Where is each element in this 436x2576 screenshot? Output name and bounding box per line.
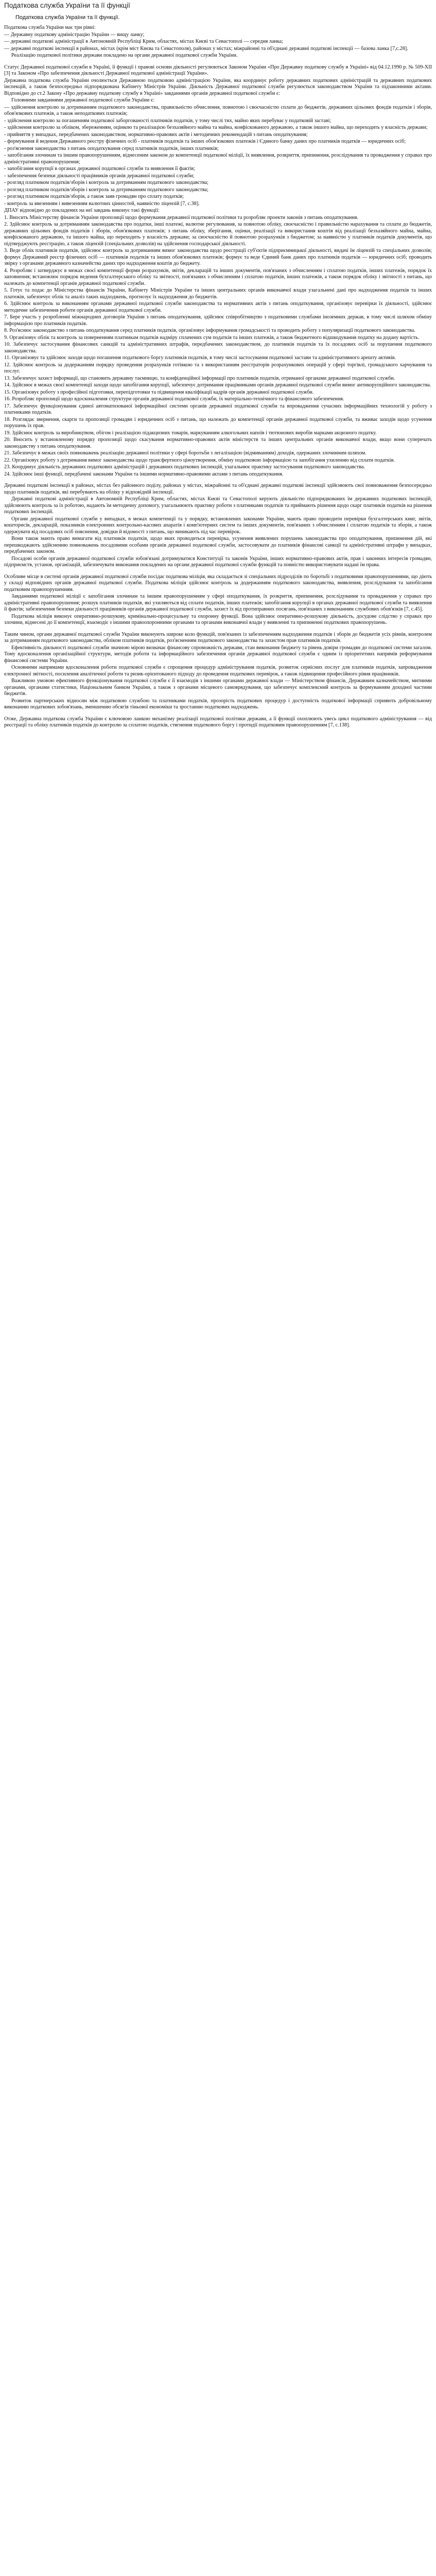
paragraph: 3. Веде облік платників податків, здійснює контроль за дотриманням вимог законодавства щодо реєстрації суб'єктів підприємницької діяльності, видачі їм ліцензій та спеціальних дозволів; формує Державний реєстр фізичних осіб — платників податків та інших обов'язкових платежів; формує та веде Єдиний банк даних про платників податків — юридичних осіб; проводить звірку з органами державного казначейства даних про надходження коштів до бюджету. bbox=[4, 248, 432, 266]
document bbox=[0, 0, 436, 729]
paragraph: Основними напрямами вдосконалення роботи податкової служби є спрощення процедур адміністрування податків, розвиток сервісних послуг для платників податків, запровадження електронної звітності, посилення аналітичної роботи та ризик-орієнтованого підходу до проведення податкових перевірок, а також підвищення професійного рівня працівників. bbox=[4, 665, 432, 677]
paragraph: - прийняття у випадках, передбачених законодавством, нормативно-правових актів і методичних рекомендацій з питань оподаткування; bbox=[4, 131, 308, 138]
paragraph: 13. Забезпечує захист інформації, що становить державну таємницю, та конфіденційної інформації про платників податків, отриманої органами державної податкової служби. bbox=[4, 375, 395, 381]
paragraph: Державні податкові інспекції в районах, містах без районного поділу, районах у містах, міжрайонні та об'єднані державні податкові інспекції здійснюють свої повноваження безпосередньо щодо платників податків, які перебувають на обліку у відповідній інспекції. bbox=[4, 483, 432, 495]
paragraph: 11. Організовує та здійснює заходи щодо погашення податкового боргу платників податків, в тому числі застосування податкової застави та адміністративного арешту активів. bbox=[4, 355, 396, 361]
paragraph: 7. Бере участь у розробленні міжнародних договорів України з питань оподаткування, здійснює співробітництво з податковими службами іноземних держав, в тому числі шляхом обміну інформацією про платників податків. bbox=[4, 314, 432, 327]
paragraph: Державні податкові адміністрації в Автономній Республіці Крим, областях, містах Києві та Севастополі керують діяльністю підпорядкованих їм державних податкових інспекцій, здійснюють контроль за їх роботою, надають їм методичну допомогу, узагальнюють практику роботи з платниками податків та приймають рішення щодо скарг платників податків на рішення податкових інспекцій. bbox=[4, 496, 432, 515]
paragraph: — державні податкові інспекції в районах, містах (крім міст Києва та Севастополя), районах у містах; міжрайонні та об'єднані державні податкові інспекції — базова ланка [7,с.28]. bbox=[4, 45, 408, 52]
paragraph: 19. Здійснює контроль за виробництвом, обігом і реалізацією підакцизних товарів, маркуванням алкогольних напоїв і тютюнових виробів марками акцизного податку. bbox=[4, 430, 377, 436]
paragraph: 14. Здійснює в межах своєї компетенції заходи щодо запобігання корупції, забезпечує дотримання працівниками органів державної податкової служби вимог антикорупційного законодавства. bbox=[4, 382, 431, 388]
paragraph: - запобігання злочинам та іншим правопорушенням, віднесеним законом до компетенції податкової міліції, їх виявлення, розкриття, припинення, розслідування та провадження у справах про адміністративні правопорушення; bbox=[4, 152, 432, 165]
paragraph: 21. Забезпечує в межах своїх повноважень реалізацію державної політики у сфері боротьби з легалізацією (відмиванням) доходів, одержаних злочинним шляхом. bbox=[4, 450, 367, 456]
paragraph: Вони також мають право вимагати від платників податків, щодо яких проводиться перевірка, усунення виявлених порушень законодавства про оподаткування, припинення дій, які перешкоджають здійсненню повноважень посадовими особами органів державної податкової служби, застосовувати до платників фінансові санкції та адміністративні штрафи у випадках, передбачених законом. bbox=[4, 536, 432, 554]
paragraph: Податкова служба України має три рівні: bbox=[4, 25, 96, 30]
paragraph: 12. Здійснює контроль за додержанням порядку проведення розрахунків готівкою та з використанням реєстраторів розрахункових операцій у сфері торгівлі, громадського харчування та послуг. bbox=[4, 362, 432, 374]
paragraph: Важливою умовою ефективного функціонування податкової служби є її взаємодія з іншими органами державної влади — Міністерством фінансів, Державним казначейством, митними органами, органами статистики, Національним банком України, а також з органами місцевого самоврядування, що забезпечує комплексний контроль за формуванням доходної частини бюджетів. bbox=[4, 678, 432, 697]
paragraph: 20. Вносить у встановленому порядку пропозиції щодо скасування нормативно-правових актів міністерств та інших центральних органів виконавчої влади, якщо вони суперечать законодавству з питань оподаткування. bbox=[4, 437, 432, 449]
paragraph: Органи державної податкової служби у випадках, в межах компетенції та у порядку, встановлених законами України, мають право проводити перевірки бухгалтерських книг, звітів, кошторисів, декларацій, показників електронних контрольно-касових апаратів і комп'ютерних систем та інших документів, пов'язаних з обчисленням і сплатою податків та зборів, а також одержувати від посадових осіб пояснення, довідки й відомості з питань, що виникають під час перевірок. bbox=[4, 516, 432, 535]
paragraph: 1. Вносить Міністерству фінансів України пропозиції щодо формування державної податкової політики та розробляє проекти законів з питань оподаткування. bbox=[4, 214, 359, 221]
paragraph: - здійснення контролю за погашенням податкової заборгованості платників податків, у тому числі тих, майно яких перебуває у податковій заставі; bbox=[4, 117, 332, 124]
paragraph: Особливе місце в системі органів державної податкової служби посідає податкова міліція, яка складається зі спеціальних підрозділів по боротьбі з податковими правопорушеннями, що діють у складі відповідних органів державної податкової служби. Податкова міліція здійснює контроль за додержанням податкового законодавства, виявлення, розслідування та запобігання податковим правопорушенням. bbox=[4, 573, 432, 592]
paragraph: 5. Готує та подає до Міністерства фінансів України, Кабінету Міністрів України та інших центральних органів виконавчої влади узагальнені дані про надходження податків та інших платежів, забезпечує облік та аналіз таких надходжень, прогнозує їх надходження до бюджетів. bbox=[4, 287, 432, 300]
paragraph: - забезпечення безпеки діяльності працівників органів державної податкової служби; bbox=[4, 173, 195, 179]
paragraph: 22. Організовує роботу з дотримання вимог законодавства щодо трансфертного ціноутворення, обміну податковою інформацією та запобігання ухиленню від сплати податків. bbox=[4, 457, 395, 463]
paragraph: 15. Організовує роботу з професійної підготовки, перепідготовки та підвищення кваліфікації кадрів органів державної податкової служби. bbox=[4, 389, 314, 395]
paragraph: 24. Здійснює інші функції, передбачені законами України та іншими нормативно-правовими актами з питань оподаткування. bbox=[4, 471, 284, 477]
section-subtitle: Податкова служба України та її функції. bbox=[15, 14, 120, 21]
paragraph: Завданнями податкової міліції є запобігання злочинам та іншим правопорушенням у сфері оподаткування, їх розкриття, припинення, розслідування та провадження у справах про адміністративні правопорушення; розшук платників податків, які ухиляються від сплати податків, інших платежів; запобігання корупції в органах державної податкової служби та виявлення її фактів; забезпечення безпеки діяльності працівників органів державної податкової служби, захист їх від протиправних посягань, пов'язаних з виконанням службових обов'язків [7, с.45]. bbox=[4, 594, 432, 612]
paragraph: - розгляд платником податків/зборів і контроль за дотриманням податкового законодавства; bbox=[4, 187, 208, 193]
paragraph: Головними завданнями державної податкової служби України є: bbox=[11, 97, 155, 103]
paragraph: - роз'яснення законодавства з питань оподаткування серед платників податків, інших платників; bbox=[4, 145, 219, 151]
paragraph: 4. Розробляє і затверджує в межах своєї компетенції форми розрахунків, звітів, декларацій та інших документів, пов'язаних з обчисленням і сплатою податків, інших платежів, порядок їх заповнення; встановлює порядок ведення бухгалтерського обліку та звітності, пов'язаних з обчисленням і сплатою податків, інших платежів, а також порядок обліку і звітності з питань, що належать до компетенції органів державної податкової служби. bbox=[4, 267, 432, 286]
paragraph: 6. Здійснює контроль за виконанням органами державної податкової служби законодавства та нормативних актів з питань оподаткування, організовує перевірки їх діяльності, здійснює методичне забезпечення роботи органів державної податкової служби. bbox=[4, 301, 432, 313]
paragraph: — державні податкові адміністрації в Автономній Республіці Крим, областях, містах Києві та Севастополі — середня ланка; bbox=[4, 39, 284, 44]
paragraph: — здійснення контролю за дотриманням податкового законодавства, правильністю обчислення, повнотою і своєчасністю сплати до бюджетів, державних цільових фондів податків і зборів, обов'язкових платежів, а також неподаткових платежів; bbox=[4, 104, 432, 116]
paragraph: Статус Державної податкової служби в Україні, її функції і правові основи діяльності регулюються Законом України «Про Державну податкову службу в Україні» від 04.12.1990 р. № 509-ХІІ [3] та Законом «Про забезпечення діяльності Державної податкової адміністрації України». bbox=[4, 64, 432, 76]
paragraph: Державна податкова служба України очолюється Державною податковою адміністрацією України, яка координує роботу державних податкових адміністрацій та державних податкових інспекцій, а також безпосередньо підпорядкована Кабінету Міністрів України. Діяльність Державної податкової служби регулюється законодавством України та підзаконними актами. Відповідно до ст.2 Закону «Про державну податкову службу в Україні» завданнями органів державної податкової служби є: bbox=[4, 77, 432, 96]
paragraph: Таким чином, органи державної податкової служби України виконують широке коло функцій, пов'язаних із забезпеченням надходження податків і зборів до бюджетів усіх рівнів, контролем за дотриманням податкового законодавства, обліком платників податків, роз'ясненням податкового законодавства та захистом прав платників податків. bbox=[4, 631, 432, 643]
paragraph: 17. Забезпечує функціонування єдиної автоматизованої інформаційної системи органів державної податкової служби та впровадження сучасних інформаційних технологій у роботу з платниками податків. bbox=[4, 403, 432, 415]
paragraph: 16. Розробляє пропозиції щодо вдосконалення структури органів державної податкової служби, їх матеріально-технічного та фінансового забезпечення. bbox=[4, 396, 344, 402]
paragraph: 2. Здійснює контроль за дотриманням законодавства про податки, інші платежі, валютне регулювання, за повнотою обліку, своєчасністю і правильністю нарахування та сплати до бюджетів, державних цільових фондів податків і зборів, обов'язкових платежів; з питань обліку, зберігання, оцінки, реалізації та використання коштів від реалізації безхазяйного майна, майна, конфіскованого державою, та іншого майна, що переходить у власність держави; за своєчасністю й повнотою розрахунків з бюджетом; за наявністю у платників податків документів, що підтверджують реєстрацію, а також ліцензій (спеціальних дозволів) на здійснення господарської діяльності. bbox=[4, 222, 432, 247]
paragraph: - розгляд платником податків/зборів, а також заяв громадян про сплату податків; bbox=[4, 194, 184, 199]
paragraph: ДПАУ відповідно до покладених на неї завдань виконує такі функції: bbox=[4, 208, 160, 213]
paragraph: - здійснення контролю за обліком, збереженням, оцінкою та реалізацією безхазяйного майна та майна, конфіскованого державою, а також іншого майна, що переходить у власність держави; bbox=[4, 125, 428, 130]
paragraph: - запобігання корупції в органах державної податкової служби та виявлення її фактів; bbox=[4, 166, 196, 172]
paragraph: 9. Організовує облік та контроль за поверненням платникам податків надміру сплачених сум податків та інших платежів, а також бюджетного відшкодування податку на додану вартість. bbox=[4, 334, 420, 341]
paragraph: Податкова міліція виконує оперативно-розшукову, кримінально-процесуальну та охоронну функції. Вона здійснює оперативно-розшукову діяльність, досудове слідство у справах про злочини, віднесені до її компетенції, взаємодіє з іншими правоохоронними органами та органами виконавчої влади у виявленні та припиненні податкових правопорушень. bbox=[4, 613, 432, 625]
paragraph: Отже, Державна податкова служба України є ключовою ланкою механізму реалізації податкової політики держави, а її функції охоплюють увесь цикл податкового адміністрування — від реєстрації та обліку платників податків до контролю за сплатою податків, стягнення податкового боргу і протидії податковим правопорушенням [7, с.138]. bbox=[4, 716, 432, 728]
paragraph: Розвиток партнерських відносин між податковою службою та платниками податків, прозорість податкових процедур і доступність податкової інформації сприяють добровільному виконанню податкових зобов'язань, зменшенню обсягів тіньової економіки та зростанню податкових надходжень. bbox=[4, 698, 432, 710]
document-body bbox=[4, 25, 432, 729]
paragraph: Ефективність діяльності податкової служби значною мірою визначає фінансову спроможність держави, стан виконання бюджету та рівень довіри громадян до податкової системи загалом. Тому вдосконалення організаційної структури, методів роботи та інформаційного забезпечення органів державної податкової служби є одним із пріоритетних напрямів реформування фінансової системи України. bbox=[4, 645, 432, 664]
paragraph: Реалізацію податкової політики держави покладено на органи державної податкової служби України. bbox=[11, 53, 238, 58]
paragraph: 8. Роз'яснює законодавство з питань оподаткування серед платників податків, організовує інформування громадськості та проводить роботу з популяризації податкового законодавства. bbox=[4, 328, 415, 333]
paragraph: — Державну податкову адміністрацію України — вищу ланку; bbox=[4, 31, 145, 38]
paragraph: - формування й ведення Державного реєстру фізичних осіб - платників податків та інших обов'язкових платежів і Єдиного банку даних про платників податків — юридичних осіб; bbox=[4, 139, 406, 144]
paragraph: - контроль за ввезенням і вивезенням валютних цінностей, наявністю ліцензій [7, с.38]. bbox=[4, 200, 200, 207]
paragraph: 10. Забезпечує застосування фінансових санкцій та адміністративних штрафів, передбачених законодавством, до платників податків та їх посадових осіб за порушення податкового законодавства. bbox=[4, 342, 432, 354]
paragraph: 18. Розглядає звернення, скарги та пропозиції громадян і юридичних осіб з питань, що належать до компетенції органів державної податкової служби, та вживає заходів щодо усунення порушень їх прав. bbox=[4, 416, 432, 429]
paragraph: - розгляд платником податків/зборів і контроль за дотриманням податкового законодавства; bbox=[4, 180, 208, 185]
page-title: Податкова служба України та її функції bbox=[4, 2, 130, 9]
paragraph: Посадові особи органів державної податкової служби зобов'язані дотримуватися Конституції та законів України, інших нормативно-правових актів, прав і законних інтересів громадян, підприємств, установ, організацій, забезпечувати виконання покладених на органи державної податкової служби функцій та повністю використовувати надані їм права. bbox=[4, 555, 432, 568]
paragraph: 23. Координує діяльність державних податкових адміністрацій і державних податкових інспекцій, узагальнює практику застосування податкового законодавства. bbox=[4, 464, 365, 470]
